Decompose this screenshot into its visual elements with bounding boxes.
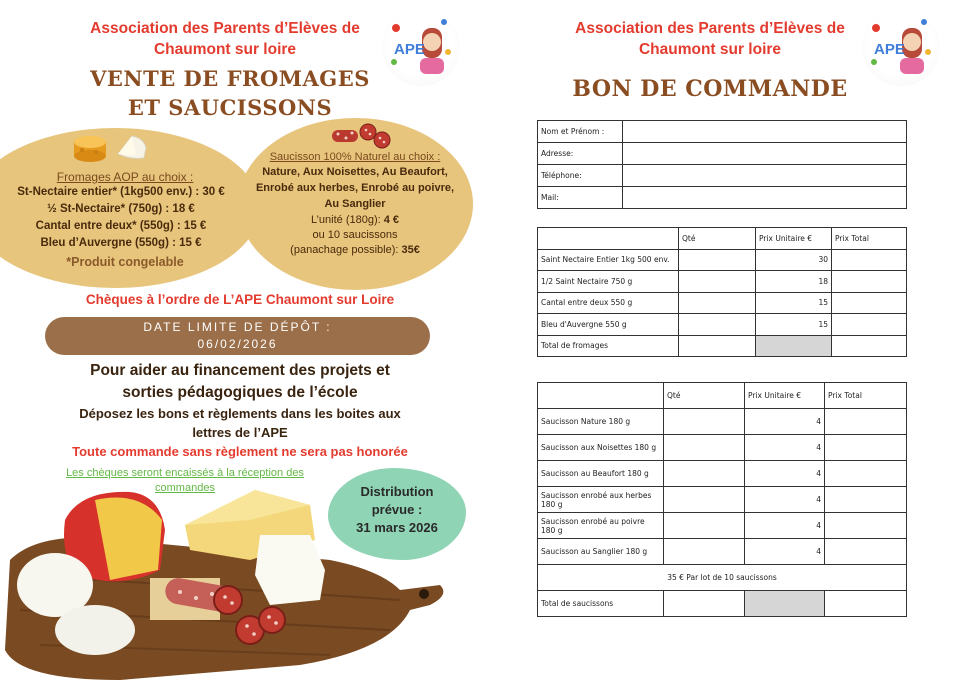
unit-price: 4 xyxy=(745,487,825,513)
quantity-cell[interactable] xyxy=(679,314,756,336)
freezable-note: *Produit congelable xyxy=(66,255,184,269)
quantity-cell[interactable] xyxy=(679,271,756,293)
table-total-row xyxy=(538,335,907,357)
total-cell[interactable] xyxy=(832,249,907,271)
unit-price: 15 xyxy=(756,314,832,336)
table-header-row xyxy=(538,228,907,250)
phone-field[interactable] xyxy=(623,165,907,187)
table-row xyxy=(538,143,907,165)
sausage-pricing xyxy=(250,213,460,258)
product-name: Saucisson enrobé aux herbes 180 g xyxy=(538,487,664,513)
cheese-icon xyxy=(72,128,152,169)
table-row xyxy=(538,121,907,143)
cheque-instructions: Chèques à l’ordre de L’APE Chaumont sur Loire xyxy=(85,292,395,307)
grand-total-cell[interactable] xyxy=(825,591,907,617)
quantity-cell[interactable] xyxy=(664,461,745,487)
table-row xyxy=(538,249,907,271)
purpose-line: Pour aider au financement des projets et xyxy=(90,362,390,379)
grand-total-cell[interactable] xyxy=(832,335,907,357)
deposit-instructions xyxy=(30,404,450,442)
name-field[interactable] xyxy=(623,121,907,143)
sausage-flavours-line: Au Sanglier xyxy=(324,198,386,210)
deposit-line: lettres de l’APE xyxy=(192,425,288,440)
sausage-flavours-line: Nature, Aux Noisettes, Au Beaufort, xyxy=(262,166,448,178)
payment-warning: Toute commande sans règlement ne sera pas honorée xyxy=(72,444,408,459)
sausage-flavours xyxy=(250,164,460,212)
cheese-item: St-Nectaire entier* (1kg500 env.) : 30 € xyxy=(17,186,225,198)
distribution-date: 31 mars 2026 xyxy=(356,520,438,535)
column-header: Prix Total xyxy=(832,228,907,250)
product-name: Saucisson enrobé au poivre 180 g xyxy=(538,513,664,539)
table-row xyxy=(538,487,907,513)
order-form-title: BON DE COMMANDE xyxy=(572,76,848,102)
sale-title-line1: VENTE DE FROMAGES xyxy=(90,66,370,91)
deadline-label: DATE LIMITE DE DÉPÔT : xyxy=(143,320,332,334)
sausage-lot-line: ou 10 saucissons xyxy=(312,229,398,241)
unit-price: 4 xyxy=(745,461,825,487)
quantity-cell[interactable] xyxy=(664,435,745,461)
deposit-line: Déposez les bons et règlements dans les boites aux xyxy=(79,406,401,421)
table-row xyxy=(538,461,907,487)
logo-text: APE xyxy=(394,41,425,58)
table-total-row xyxy=(538,591,907,617)
total-cell[interactable] xyxy=(832,314,907,336)
unit-price: 4 xyxy=(745,435,825,461)
purpose-text xyxy=(30,360,450,404)
total-cell[interactable] xyxy=(832,292,907,314)
product-name: Saucisson Nature 180 g xyxy=(538,409,664,435)
total-cell[interactable] xyxy=(825,487,907,513)
total-label: Total de fromages xyxy=(538,335,679,357)
table-row xyxy=(538,165,907,187)
unit-price: 18 xyxy=(756,271,832,293)
column-header: Qté xyxy=(679,228,756,250)
unit-price: 30 xyxy=(756,249,832,271)
sausage-order-table xyxy=(537,382,907,617)
cheese-item: Cantal entre deux* (550g) : 15 € xyxy=(35,220,207,232)
table-row xyxy=(538,271,907,293)
total-cell[interactable] xyxy=(832,271,907,293)
product-name: Bleu d'Auvergne 550 g xyxy=(538,314,679,336)
cheese-item: ½ St-Nectaire* (750g) : 18 € xyxy=(47,203,195,215)
product-name: Saint Nectaire Entier 1kg 500 env. xyxy=(538,249,679,271)
lot-note: 35 € Par lot de 10 saucissons xyxy=(538,565,907,591)
unit-price: 4 € xyxy=(383,214,400,226)
deadline-date: 06/02/2026 xyxy=(197,337,278,351)
total-cell[interactable] xyxy=(825,539,907,565)
quantity-cell[interactable] xyxy=(664,409,745,435)
quantity-cell[interactable] xyxy=(679,335,756,357)
lot-price: 35€ xyxy=(401,244,420,256)
cheese-item: Bleu d’Auvergne (550g) : 15 € xyxy=(40,237,202,249)
product-name: Saucisson au Sanglier 180 g xyxy=(538,539,664,565)
column-header: Qté xyxy=(664,383,745,409)
total-cell[interactable] xyxy=(825,435,907,461)
shaded-cell xyxy=(745,591,825,617)
table-row xyxy=(538,539,907,565)
lot-label: (panachage possible): xyxy=(290,244,402,256)
field-label: Adresse: xyxy=(538,143,623,165)
quantity-cell[interactable] xyxy=(679,292,756,314)
address-field[interactable] xyxy=(623,143,907,165)
table-header-row xyxy=(538,383,907,409)
customer-info-table xyxy=(537,120,907,209)
email-field[interactable] xyxy=(623,187,907,209)
distribution-line: Distribution xyxy=(360,484,434,499)
table-row xyxy=(538,435,907,461)
ape-logo xyxy=(862,8,940,86)
table-row xyxy=(538,292,907,314)
order-association-name: Association des Parents d’Elèves de Chaumont sur loire xyxy=(575,20,845,58)
field-label: Mail: xyxy=(538,187,623,209)
total-label: Total de saucissons xyxy=(538,591,664,617)
product-name: Saucisson aux Noisettes 180 g xyxy=(538,435,664,461)
table-row xyxy=(538,314,907,336)
table-row xyxy=(538,187,907,209)
quantity-cell[interactable] xyxy=(679,249,756,271)
sale-title xyxy=(60,64,400,122)
column-header: Prix Unitaire € xyxy=(745,383,825,409)
table-row xyxy=(538,409,907,435)
sausage-unit-price-line xyxy=(250,213,460,228)
sausage-section-title: Saucisson 100% Naturel au choix : xyxy=(269,151,441,163)
unit-price: 4 xyxy=(745,539,825,565)
product-name: Cantal entre deux 550 g xyxy=(538,292,679,314)
association-name: Association des Parents d’Elèves de Chaumont sur loire xyxy=(90,20,360,58)
distribution-line: prévue : xyxy=(371,502,423,517)
total-cell[interactable] xyxy=(825,409,907,435)
total-cell[interactable] xyxy=(825,461,907,487)
product-name: Saucisson au Beaufort 180 g xyxy=(538,461,664,487)
unit-label: L’unité (180g): xyxy=(310,214,384,226)
quantity-cell[interactable] xyxy=(664,539,745,565)
sale-title-line2: ET SAUCISSONS xyxy=(127,95,333,120)
table-row xyxy=(538,513,907,539)
logo-text: APE xyxy=(874,41,905,58)
unit-price: 15 xyxy=(756,292,832,314)
column-header: Prix Unitaire € xyxy=(756,228,832,250)
unit-price: 4 xyxy=(745,409,825,435)
column-header xyxy=(538,228,679,250)
sausage-flavours-line: Enrobé aux herbes, Enrobé au poivre, xyxy=(255,182,455,194)
deadline-banner xyxy=(45,317,430,355)
purpose-line: sorties pédagogiques de l’école xyxy=(122,384,358,401)
quantity-cell[interactable] xyxy=(664,591,745,617)
cheque-cash-note: Les chèques seront encaissés à la réception des commandes xyxy=(66,467,304,494)
quantity-cell[interactable] xyxy=(664,513,745,539)
column-header xyxy=(538,383,664,409)
field-label: Téléphone: xyxy=(538,165,623,187)
distribution-badge xyxy=(328,468,466,560)
lot-note-row xyxy=(538,565,907,591)
shaded-cell xyxy=(756,335,832,357)
cheese-order-table xyxy=(537,227,907,357)
total-cell[interactable] xyxy=(825,513,907,539)
column-header: Prix Total xyxy=(825,383,907,409)
sausage-lot-price-line xyxy=(250,243,460,258)
product-name: 1/2 Saint Nectaire 750 g xyxy=(538,271,679,293)
field-label: Nom et Prénom : xyxy=(538,121,623,143)
unit-price: 4 xyxy=(745,513,825,539)
quantity-cell[interactable] xyxy=(664,487,745,513)
cheese-list xyxy=(2,184,240,252)
cheese-section-title: Fromages AOP au choix : xyxy=(56,170,194,184)
